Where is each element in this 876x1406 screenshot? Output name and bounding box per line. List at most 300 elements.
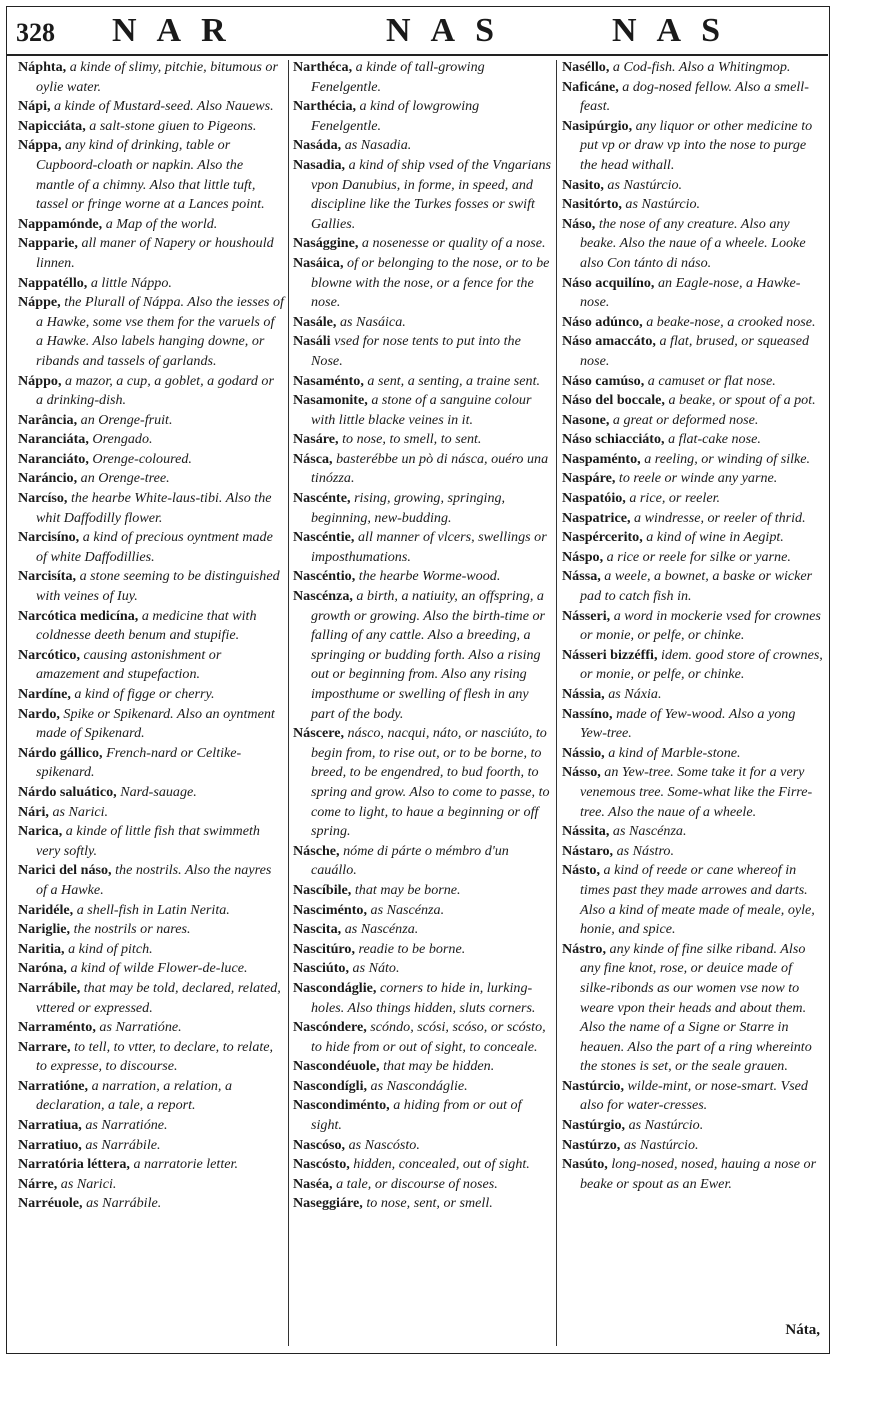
dictionary-entry	[562, 685, 824, 705]
entry-headword: Nardíne,	[18, 686, 71, 702]
dictionary-entry	[293, 940, 551, 960]
dictionary-entry	[18, 450, 284, 470]
entry-headword: Nasáre,	[293, 431, 339, 448]
entry-definition: to tell, to vtter, to declare, to relate, to expresse, to discourse.	[36, 1038, 274, 1075]
entry-headword: Narcisíta,	[18, 568, 77, 585]
dictionary-entry	[293, 1155, 551, 1175]
dictionary-entry	[562, 469, 824, 489]
entry-headword: Naficáne,	[562, 78, 619, 95]
dictionary-entry	[18, 685, 284, 705]
entry-headword: Nástro,	[562, 940, 606, 957]
entry-headword: Nardo,	[18, 705, 60, 722]
entry-headword: Narratiua,	[18, 1117, 82, 1134]
entry-headword: Nastúrcio,	[562, 1077, 624, 1094]
dictionary-entry	[18, 901, 284, 921]
entry-headword: Nappatéllo,	[18, 274, 88, 291]
dictionary-entry	[293, 979, 551, 1018]
entry-headword: Nascósto,	[293, 1156, 350, 1173]
dictionary-entry	[293, 1077, 551, 1097]
entry-definition: Nard-sauage.	[120, 783, 197, 800]
entry-headword: Násche,	[293, 842, 340, 859]
dictionary-entry	[293, 313, 551, 333]
dictionary-entry	[293, 842, 551, 881]
entry-headword: Násseri,	[562, 607, 611, 624]
entry-definition: as Narrábile.	[86, 1195, 162, 1212]
dictionary-entry	[18, 97, 284, 117]
entry-headword: Nasággine,	[293, 235, 359, 252]
dictionary-entry	[562, 940, 824, 1077]
entry-headword: Napicciáta,	[18, 117, 86, 134]
entry-definition: wilde-mint, or nose-smart. Vsed also for water-cresses.	[580, 1077, 808, 1114]
dictionary-entry	[293, 724, 551, 842]
dictionary-entry	[18, 567, 284, 606]
entry-headword: Nárdo gállico,	[18, 744, 103, 761]
entry-headword: Narratiuo,	[18, 1136, 82, 1153]
dictionary-entry	[293, 920, 551, 940]
dictionary-entry	[293, 959, 551, 979]
entry-definition: a hiding from or out of sight.	[311, 1097, 522, 1134]
entry-headword: Narici del náso,	[18, 862, 112, 879]
entry-definition: as Nastúrcio.	[607, 176, 683, 193]
entry-definition: násco, nacqui, náto, or nasciúto, to begin from, to rise out, or to be borne, to breed, to be engendred, to bud foorth, to spring and grow. Also to come to passe, to come to light, to haue a beginning or off spring.	[311, 725, 550, 840]
entry-definition: a kind of ship vsed of the Vngarians vpon Danubius, in forme, in speed, and discipline like the Turkes fosses or swift Gallies.	[311, 156, 552, 232]
entry-definition: to reele or winde any yarne.	[618, 470, 778, 487]
dictionary-entry	[562, 430, 824, 450]
entry-headword: Narcótica medicína,	[18, 607, 139, 624]
entry-headword: Naspáre,	[562, 470, 616, 487]
entry-headword: Náscere,	[293, 725, 345, 742]
dictionary-entry	[562, 528, 824, 548]
entry-definition: to nose, to smell, to sent.	[342, 431, 482, 448]
dictionary-entry	[562, 744, 824, 764]
dictionary-entry	[18, 136, 284, 214]
dictionary-entry	[562, 1136, 824, 1156]
dictionary-entry	[293, 254, 551, 313]
entry-headword: Nascíbile,	[293, 881, 352, 898]
entry-definition: any kinde of fine silke riband. Also any fine knot, rose, or deuice made of silke-ribonds as our women vse now to weare vpon their heads and about them. Also the name of a Signe or Starre in heauen. Also the part of a ring whereinto the stones is set, or the seale grauen.	[580, 940, 812, 1075]
entry-definition: a kind of pitch.	[68, 940, 153, 957]
dictionary-entry	[293, 156, 551, 234]
dictionary-entry	[18, 274, 284, 294]
dictionary-entry	[293, 1018, 551, 1057]
entry-definition: a mazor, a cup, a goblet, a godard or a drinking-dish.	[36, 372, 274, 409]
dictionary-entry	[562, 509, 824, 529]
dictionary-entry	[562, 822, 824, 842]
entry-definition: all manner of vlcers, swellings or imposthumations.	[311, 529, 547, 565]
dictionary-entry	[562, 78, 824, 117]
entry-headword: Náso del boccale,	[562, 392, 665, 409]
dictionary-entry	[293, 1096, 551, 1135]
dictionary-entry	[18, 489, 284, 528]
entry-definition: an Orenge-fruit.	[80, 411, 173, 428]
dictionary-entry	[293, 97, 551, 136]
dictionary-entry	[293, 430, 551, 450]
entry-definition: a kinde of slimy, pitchie, bitumous or oylie water.	[36, 59, 278, 95]
entry-definition: a dog-nosed fellow. Also a smell-feast.	[580, 78, 809, 115]
entry-headword: Naranciáto,	[18, 450, 89, 467]
entry-headword: Násto,	[562, 862, 600, 879]
entry-definition: a salt-stone giuen to Pigeons.	[89, 117, 257, 134]
dictionary-entry	[18, 372, 284, 411]
dictionary-entry	[18, 234, 284, 273]
entry-definition: a Cod-fish. Also a Whitingmop.	[612, 59, 791, 75]
dictionary-entry	[562, 58, 824, 78]
entry-definition: a tale, or discourse of noses.	[336, 1175, 498, 1192]
entry-definition: a beake-nose, a crooked nose.	[646, 313, 816, 330]
dictionary-entry	[18, 705, 284, 744]
entry-headword: Narcíso,	[18, 490, 68, 507]
entry-headword: Nasciúto,	[293, 960, 349, 977]
entry-headword: Naséa,	[293, 1175, 333, 1192]
entry-headword: Nascitúro,	[293, 940, 355, 957]
entry-headword: Naspatrice,	[562, 509, 631, 526]
entry-definition: causing astonishment or amazement and stupefaction.	[36, 646, 222, 683]
dictionary-entry	[18, 803, 284, 823]
entry-definition: a narratorie letter.	[133, 1156, 238, 1173]
entry-headword: Nascénza,	[293, 588, 353, 605]
entry-headword: Nascénte,	[293, 490, 351, 507]
dictionary-entry	[18, 411, 284, 431]
entry-definition: as Náxia.	[608, 686, 662, 702]
entry-definition: made of Yew-wood. Also a yong Yew-tree.	[580, 705, 796, 742]
column-middle	[293, 58, 551, 1214]
entry-headword: Naseggiáre,	[293, 1195, 363, 1212]
entry-headword: Nascóndere,	[293, 1019, 367, 1036]
entry-definition: nóme di párte o mémbro d'un cauállo.	[311, 842, 509, 879]
entry-headword: Nascéntio,	[293, 568, 356, 585]
entry-headword: Narthécia,	[293, 98, 357, 115]
entry-definition: vsed for nose tents to put into the Nose.	[311, 333, 521, 369]
entry-headword: Nastúrgio,	[562, 1117, 626, 1134]
running-head-right: NAS	[612, 12, 741, 49]
dictionary-entry	[18, 1194, 284, 1214]
entry-definition: a kind of figge or cherry.	[74, 686, 215, 702]
dictionary-entry	[293, 528, 551, 567]
dictionary-entry	[293, 567, 551, 587]
dictionary-entry	[562, 332, 824, 371]
dictionary-entry	[562, 1077, 824, 1116]
entry-definition: as Nastúrcio.	[623, 1136, 699, 1153]
entry-definition: a Map of the world.	[105, 215, 218, 232]
entry-headword: Nasáda,	[293, 137, 342, 154]
entry-definition: a kinde of tall-growing Fenelgentle.	[311, 59, 485, 95]
entry-definition: as Nastúrcio.	[628, 1117, 704, 1134]
entry-headword: Naróna,	[18, 960, 67, 977]
dictionary-entry	[562, 548, 824, 568]
dictionary-entry	[293, 1136, 551, 1156]
entry-headword: Nasaménto,	[293, 372, 364, 389]
entry-headword: Nássia,	[562, 686, 605, 702]
dictionary-entry	[18, 940, 284, 960]
entry-headword: Náppe,	[18, 294, 61, 311]
entry-headword: Nasciménto,	[293, 901, 367, 918]
dictionary-entry	[562, 567, 824, 606]
entry-definition: as Nascondáglie.	[370, 1077, 468, 1094]
entry-definition: a great or deformed nose.	[612, 411, 759, 428]
entry-headword: Nastúrzo,	[562, 1136, 621, 1153]
entry-definition: as Nástro.	[616, 842, 674, 859]
entry-headword: Nasone,	[562, 411, 610, 428]
entry-headword: Nascondígli,	[293, 1077, 368, 1094]
dictionary-entry	[562, 391, 824, 411]
entry-definition: as Nascósto.	[348, 1136, 420, 1153]
entry-headword: Naspércerito,	[562, 529, 643, 546]
entry-headword: Nári,	[18, 803, 49, 820]
entry-definition: a windresse, or reeler of thrid.	[634, 509, 806, 526]
dictionary-entry	[18, 58, 284, 97]
entry-definition: that may be borne.	[354, 881, 461, 898]
entry-definition: a narration, a relation, a declaration, a tale, a report.	[36, 1077, 233, 1114]
entry-definition: a stone of a sanguine colour with little blacke veines in it.	[311, 392, 532, 428]
dictionary-entry	[562, 646, 824, 685]
dictionary-entry	[18, 607, 284, 646]
entry-definition: as Narratióne.	[85, 1117, 168, 1134]
entry-headword: Nássio,	[562, 744, 605, 761]
entry-definition: a kind of lowgrowing Fenelgentle.	[311, 98, 480, 134]
entry-definition: readie to be borne.	[358, 940, 466, 957]
entry-headword: Nápi,	[18, 98, 51, 115]
dictionary-entry	[18, 979, 284, 1018]
entry-definition: corners to hide in, lurking-holes. Also things hidden, sluts corners.	[311, 979, 536, 1016]
page-number: 328	[16, 18, 55, 47]
dictionary-entry	[562, 861, 824, 939]
entry-headword: Náso schiacciáto,	[562, 431, 665, 448]
entry-headword: Narratória léttera,	[18, 1156, 130, 1173]
dictionary-entry	[293, 450, 551, 489]
entry-definition: an Eagle-nose, a Hawke-nose.	[580, 274, 801, 311]
entry-definition: a nosenesse or quality of a nose.	[361, 235, 546, 252]
entry-definition: a rice, or reeler.	[629, 490, 721, 507]
entry-headword: Nárdo saluático,	[18, 783, 117, 800]
entry-headword: Nássita,	[562, 823, 610, 840]
entry-headword: Nappamónde,	[18, 215, 103, 232]
entry-headword: Náspo,	[562, 548, 604, 565]
entry-definition: a kinde of little fish that swimmeth very softly.	[36, 823, 260, 859]
entry-definition: French-nard or Celtike-spikenard.	[36, 744, 242, 781]
entry-definition: as Nasadia.	[344, 137, 412, 154]
entry-definition: a reeling, or winding of silke.	[644, 450, 811, 467]
entry-headword: Nasitórto,	[562, 196, 622, 213]
entry-definition: any kind of drinking, table or Cupboord-cloath or napkin. Also the mantle of a chimny. Also that little tuft, tassel or fringe worne at a Lances point.	[36, 137, 265, 213]
entry-headword: Nasáica,	[293, 254, 344, 271]
dictionary-entry	[562, 705, 824, 744]
entry-definition: that may be told, declared, related, vttered or expressed.	[36, 979, 281, 1016]
entry-headword: Nássa,	[562, 568, 601, 585]
entry-definition: as Nastúrcio.	[625, 196, 701, 213]
dictionary-entry	[18, 1136, 284, 1156]
dictionary-entry	[293, 372, 551, 392]
entry-headword: Naséllo,	[562, 59, 610, 75]
entry-headword: Náso amaccáto,	[562, 333, 656, 350]
entry-definition: hidden, concealed, out of sight.	[353, 1156, 530, 1173]
entry-definition: a word in mockerie vsed for crownes or monie, or pelfe, or chinke.	[580, 607, 821, 644]
entry-headword: Nassíno,	[562, 705, 613, 722]
dictionary-entry	[293, 332, 551, 371]
entry-definition: scóndo, scósi, scóso, or scósto, to hide from or out of sight, to conceale.	[311, 1019, 546, 1055]
entry-headword: Náppa,	[18, 137, 62, 154]
entry-headword: Nasáli	[293, 333, 331, 350]
column-left	[18, 58, 284, 1214]
entry-definition: an Orenge-tree.	[80, 470, 170, 487]
running-head-left: NAR	[112, 12, 246, 49]
dictionary-entry	[18, 469, 284, 489]
entry-definition: a kinde of Mustard-seed. Also Nauews.	[54, 98, 274, 115]
entry-headword: Nasadia,	[293, 156, 346, 173]
dictionary-entry	[18, 1116, 284, 1136]
dictionary-entry	[18, 215, 284, 235]
entry-headword: Nariglie,	[18, 921, 71, 938]
entry-headword: Naspaménto,	[562, 450, 641, 467]
entry-definition: a camuset or flat nose.	[647, 372, 776, 389]
entry-headword: Náppo,	[18, 372, 62, 389]
entry-definition: a stone seeming to be distinguished with veines of Iuy.	[36, 568, 280, 605]
entry-headword: Nascóso,	[293, 1136, 346, 1153]
entry-definition: a kind of Marble-stone.	[608, 744, 741, 761]
entry-headword: Narrábile,	[18, 979, 81, 996]
dictionary-entry	[562, 313, 824, 333]
entry-headword: Napparie,	[18, 235, 78, 252]
dictionary-entry	[562, 1116, 824, 1136]
entry-definition: the hearbe Worme-wood.	[358, 568, 501, 585]
entry-definition: all maner of Napery or houshould linnen.	[36, 235, 274, 271]
entry-definition: as Narici.	[52, 803, 109, 820]
dictionary-entry	[562, 117, 824, 176]
entry-headword: Násca,	[293, 450, 333, 467]
dictionary-entry	[18, 959, 284, 979]
entry-headword: Naranciáta,	[18, 431, 89, 448]
entry-headword: Narthéca,	[293, 59, 353, 75]
entry-definition: of or belonging to the nose, or to be blowne with the nose, or a fence for the nose.	[311, 254, 550, 311]
dictionary-entry	[18, 783, 284, 803]
entry-definition: basterébbe un pò di násca, ouéro una tinózza.	[311, 450, 549, 487]
entry-definition: that may be hidden.	[383, 1058, 495, 1075]
entry-definition: idem. good store of crownes, or monie, or pelfe, or chinke.	[580, 646, 823, 683]
entry-headword: Nascita,	[293, 921, 342, 938]
entry-definition: to nose, sent, or smell.	[366, 1195, 493, 1212]
entry-definition: the nostrils. Also the nayres of a Hawke.	[36, 862, 272, 898]
entry-headword: Narica,	[18, 823, 63, 840]
entry-headword: Naritia,	[18, 940, 65, 957]
dictionary-entry	[562, 176, 824, 196]
catchword: Náta,	[785, 1322, 820, 1338]
entry-headword: Náso adúnco,	[562, 313, 643, 330]
dictionary-entry	[562, 842, 824, 862]
entry-definition: a kind of wine in Aegipt.	[646, 529, 784, 546]
dictionary-entry	[293, 234, 551, 254]
entry-definition: a birth, a natiuity, an offspring, a growth or growing. Also the birth-time or falling of any cattle. Also a breeding, a springing or budding forth. Also a rising out or beginning from. Also any rising imposthume or swelling of flesh in any part of the body.	[311, 588, 545, 722]
dictionary-entry	[18, 1038, 284, 1077]
entry-definition: a kind of wilde Flower-de-luce.	[70, 960, 248, 977]
entry-headword: Násso,	[562, 764, 601, 781]
entry-headword: Nasúto,	[562, 1156, 608, 1173]
entry-headword: Nascéntie,	[293, 529, 355, 546]
entry-headword: Nasále,	[293, 313, 337, 330]
entry-definition: as Narici.	[60, 1175, 117, 1192]
entry-headword: Nascondiménto,	[293, 1097, 390, 1114]
entry-definition: the nostrils or nares.	[73, 921, 191, 938]
dictionary-entry	[18, 117, 284, 137]
dictionary-entry	[293, 489, 551, 528]
dictionary-entry	[562, 411, 824, 431]
dictionary-entry	[18, 646, 284, 685]
dictionary-entry	[562, 1155, 824, 1194]
dictionary-entry	[293, 1175, 551, 1195]
entry-definition: Orenge-coloured.	[92, 450, 192, 467]
dictionary-entry	[562, 372, 824, 392]
entry-headword: Narréuole,	[18, 1195, 83, 1212]
entry-definition: a kind of reede or cane whereof in times past they made arrowes and darts. Also a kind of meate made of meale, oyle, honie, and spice.	[580, 862, 815, 938]
dictionary-entry	[293, 881, 551, 901]
entry-definition: long-nosed, nosed, hauing a nose or beake or spout as an Ewer.	[580, 1156, 817, 1192]
dictionary-entry	[562, 489, 824, 509]
entry-definition: a beake, or spout of a pot.	[668, 392, 816, 409]
entry-headword: Narcisíno,	[18, 529, 80, 546]
entry-headword: Náso,	[562, 215, 596, 232]
entry-definition: as Nascénza.	[612, 823, 687, 840]
entry-headword: Nasamonite,	[293, 392, 368, 409]
column-rule	[288, 60, 289, 1346]
dictionary-entry	[562, 763, 824, 822]
entry-definition: any liquor or other medicine to put vp or draw vp into the nose to purge the head withall.	[580, 117, 813, 173]
dictionary-entry	[18, 1175, 284, 1195]
page-header	[6, 8, 828, 56]
dictionary-entry	[293, 1194, 551, 1214]
entry-headword: Narância,	[18, 411, 78, 428]
dictionary-entry	[562, 195, 824, 215]
column-rule	[556, 60, 557, 1346]
dictionary-entry	[293, 58, 551, 97]
entry-definition: as Nascénza.	[370, 901, 445, 918]
entry-definition: rising, growing, springing, beginning, new-budding.	[311, 490, 506, 526]
entry-definition: a rice or reele for silke or yarne.	[606, 548, 791, 565]
dictionary-entry	[18, 1018, 284, 1038]
entry-definition: a flat-cake nose.	[668, 431, 761, 448]
dictionary-entry	[562, 215, 824, 274]
entry-headword: Násseri bizzéffi,	[562, 646, 658, 663]
dictionary-entry	[18, 744, 284, 783]
entry-headword: Narrare,	[18, 1038, 71, 1055]
dictionary-entry	[293, 587, 551, 724]
entry-headword: Nasito,	[562, 176, 604, 193]
entry-headword: Nascondáglie,	[293, 979, 377, 996]
entry-headword: Naspatóio,	[562, 490, 626, 507]
column-right	[562, 58, 824, 1194]
entry-headword: Náphta,	[18, 59, 67, 75]
dictionary-entry	[562, 450, 824, 470]
entry-definition: Orengado.	[92, 431, 153, 448]
dictionary-entry	[562, 274, 824, 313]
entry-headword: Nástaro,	[562, 842, 614, 859]
entry-definition: a kind of precious oyntment made of white Daffodillies.	[36, 529, 273, 565]
entry-definition: the hearbe White-laus-tibi. Also the whit Daffodilly flower.	[36, 490, 272, 526]
entry-definition: an Yew-tree. Some take it for a very venemous tree. Some-what like the Firre-tree. Also the naue of a wheele.	[580, 764, 813, 820]
entry-definition: a flat, brused, or squeased nose.	[580, 333, 810, 369]
entry-definition: as Narratióne.	[99, 1019, 182, 1036]
entry-headword: Náso camúso,	[562, 372, 645, 389]
entry-headword: Naráncio,	[18, 470, 78, 487]
entry-definition: a medicine that with coldnesse deeth benum and stupifie.	[36, 607, 257, 644]
entry-definition: a weele, a bownet, a baske or wicker pad to catch fish in.	[580, 568, 813, 605]
entry-headword: Nasipúrgio,	[562, 117, 633, 134]
dictionary-entry	[18, 430, 284, 450]
dictionary-entry	[293, 391, 551, 430]
dictionary-entry	[18, 528, 284, 567]
dictionary-entry	[293, 1057, 551, 1077]
entry-headword: Narraménto,	[18, 1019, 96, 1036]
dictionary-entry	[18, 1155, 284, 1175]
dictionary-entry	[562, 607, 824, 646]
entry-definition: as Nascénza.	[344, 921, 419, 938]
